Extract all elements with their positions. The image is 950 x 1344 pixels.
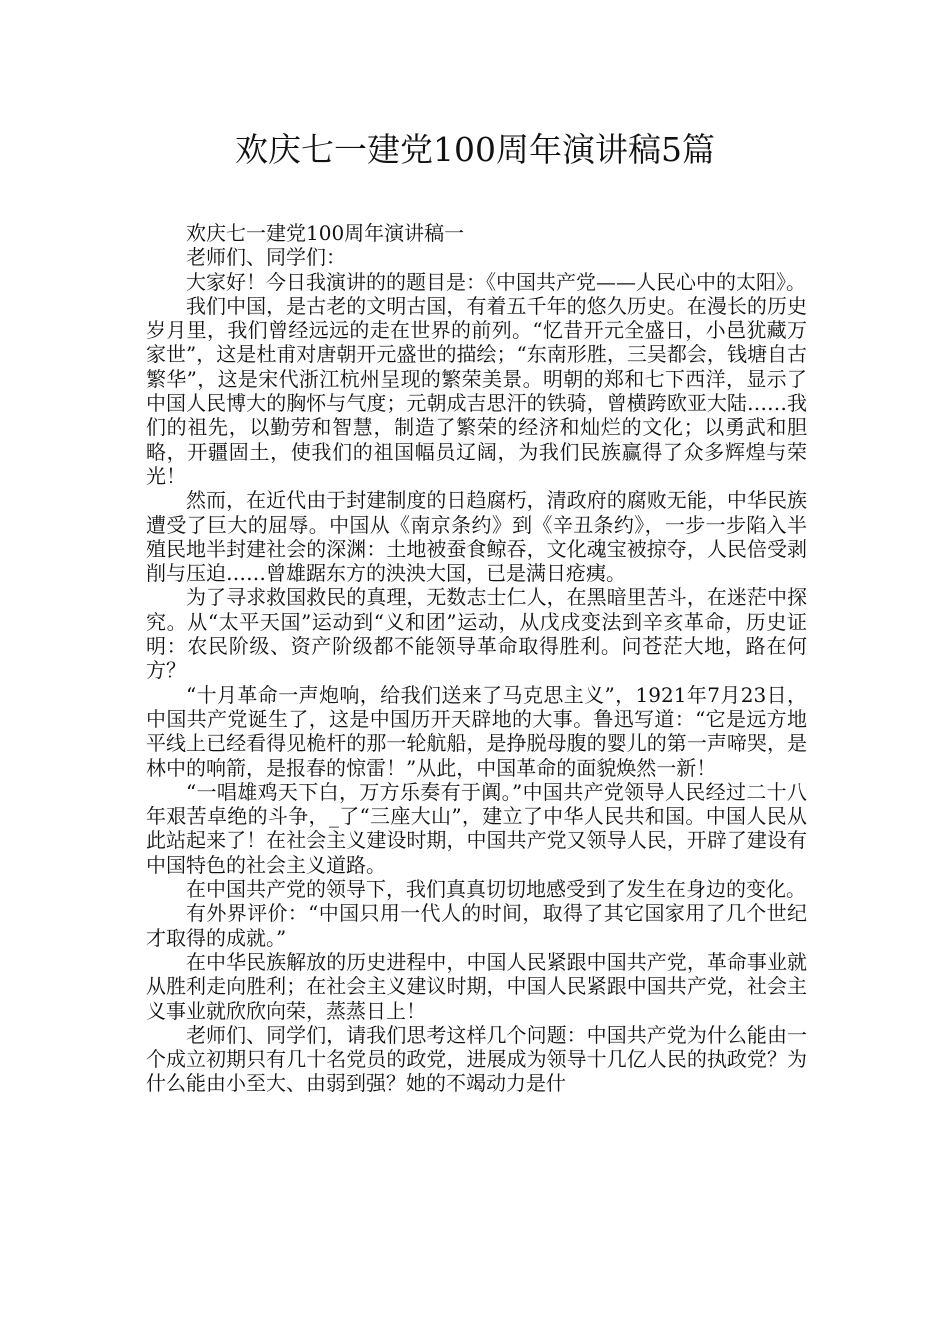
document-title: 欢庆七一建党100周年演讲稿5篇 [235,130,715,169]
paragraph-section-heading: 欢庆七一建党100周年演讲稿一 [186,221,465,245]
paragraph-greeting: 大家好！今日我演讲的的题目是：《中国共产党——人民心中的太阳》。 [186,269,806,294]
paragraph: 我们中国，是古老的文明古国，有着五千年的悠久历史。在漫长的历史岁月里，我们曾经远远的走在世界的前列。“忆昔开元全盛日，小邑犹藏万家世”，这是杜甫对唐朝开元盛世的描绘；“东南形胜，三吴都会，钱塘自古繁华”，这是宋代浙江杭州呈现的繁荣美景。明朝的郑和七下西洋，显示了中国人民博大的胸怀与气度；元朝成吉思汗的铁骑，曾横跨欧亚大陆……我们的祖先，以勤劳和智慧，制造了繁荣的经济和灿烂的文化；以勇武和胆略，开疆固土，使我们的祖国幅员辽阔，为我们民族赢得了众多辉煌与荣光！ [146,293,807,488]
paragraph: “十月革命一声炮响，给我们送来了马克思主义”，1921年7月23日，中国共产党诞生了，这是中国历开天辟地的大事。鲁迅写道：“它是远方地平线上已经看得见桅杆的那一轮航船，是挣脱母腹的婴儿的第一声啼哭，是林中的响箭，是报春的惊雷！”从此，中国革命的面貌焕然一新！ [146,682,807,780]
paragraph: 为了寻求救国救民的真理，无数志士仁人，在黑暗里苦斗，在迷茫中探究。从“太平天国”运动到“义和团”运动，从戊戌变法到辛亥革命，历史证明：农民阶级、资产阶级都不能领导革命取得胜利。问苍茫大地，路在何方？ [146,585,807,683]
paragraph: 然而，在近代由于封建制度的日趋腐朽，清政府的腐败无能，中华民族遭受了巨大的屈辱。中国从《南京条约》到《辛丑条约》，一步一步陷入半殖民地半封建社会的深渊：土地被蚕食鲸吞，文化魂宝被掠夺，人民倍受剥削与压迫……曾雄踞东方的泱泱大国，已是满日疮痍。 [146,488,807,586]
paragraph: 有外界评价：“中国只用一代人的时间，取得了其它国家用了几个世纪才取得的成就。” [146,901,807,950]
paragraph: 在中华民族解放的历史进程中，中国人民紧跟中国共产党，革命事业就从胜利走向胜利；在社会主义建议时期，中国人民紧跟中国共产党，社会主义事业就欣欣向荣，蒸蒸日上！ [146,949,807,1023]
paragraph: “一唱雄鸡天下白，万方乐奏有于阗。”中国共产党领导人民经过二十八年艰苦卓绝的斗争，_了“三座大山”，建立了中华人民共和国。中国人民从此站起来了！在社会主义建设时期，中国共产党又领导人民，开辟了建设有中国特色的社会主义道路。 [146,779,807,877]
paragraph: 在中国共产党的领导下，我们真真切切地感受到了发生在身边的变化。 [186,877,806,902]
document-body [146,221,807,1096]
paragraph: 老师们、同学们，请我们思考这样几个问题：中国共产党为什么能由一个成立初期只有几十名党员的政党，进展成为领导十几亿人民的执政党？为什么能由小至大、由弱到强？她的不竭动力是什 [146,1022,807,1096]
paragraph-salutation: 老师们、同学们： [186,245,346,270]
